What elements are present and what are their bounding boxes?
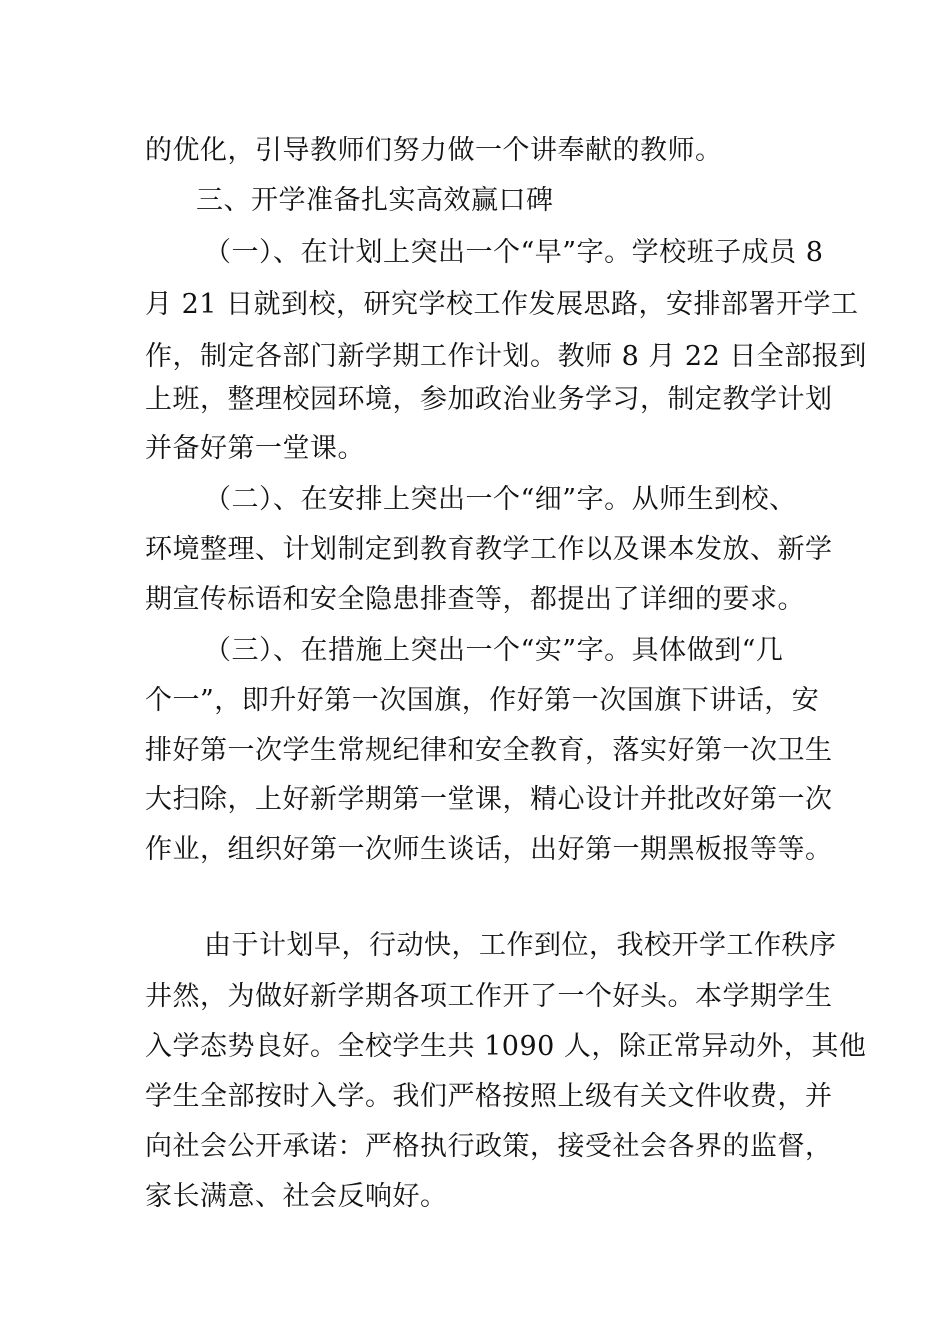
text-line: 期宣传标语和安全隐患排查等，都提出了详细的要求。: [145, 584, 805, 615]
text-line: 上班，整理校园环境，参加政治业务学习，制定教学计划: [145, 384, 833, 415]
text-line: 向社会公开承诺：严格执行政策，接受社会各界的监督，: [145, 1131, 833, 1162]
text-line: （一）、在计划上突出一个“早”字。学校班子成员 8: [204, 237, 824, 268]
text-line: 大扫除，上好新学期第一堂课，精心设计并批改好第一次: [145, 784, 833, 815]
text-line: 环境整理、计划制定到教育教学工作以及课本发放、新学: [145, 534, 833, 565]
text-line: 的优化，引导教师们努力做一个讲奉献的教师。: [145, 135, 723, 166]
text-line: 排好第一次学生常规纪律和安全教育，落实好第一次卫生: [145, 735, 833, 766]
text-line: 作业，组织好第一次师生谈话，出好第一期黑板报等等。: [145, 834, 833, 865]
text-line: 井然，为做好新学期各项工作开了一个好头。本学期学生: [145, 981, 833, 1012]
text-line: 学生全部按时入学。我们严格按照上级有关文件收费，并: [145, 1081, 833, 1112]
text-line: 作，制定各部门新学期工作计划。教师 8 月 22 日全部报到: [145, 341, 867, 372]
text-line: （三）、在措施上突出一个“实”字。具体做到“几: [204, 635, 784, 666]
text-line: 入学态势良好。全校学生共 1090 人，除正常异动外，其他: [145, 1031, 867, 1062]
section-heading: 三、开学准备扎实高效赢口碑: [196, 185, 554, 216]
text-line: 由于计划早，行动快，工作到位，我校开学工作秩序: [204, 930, 837, 961]
text-line: 个一”，即升好第一次国旗，作好第一次国旗下讲话，安: [145, 685, 820, 716]
text-line: 并备好第一堂课。: [145, 433, 365, 464]
text-line: 月 21 日就到校，研究学校工作发展思路，安排部署开学工: [145, 289, 859, 320]
text-line: 家长满意、社会反响好。: [145, 1181, 448, 1212]
text-line: （二）、在安排上突出一个“细”字。从师生到校、: [204, 484, 797, 515]
